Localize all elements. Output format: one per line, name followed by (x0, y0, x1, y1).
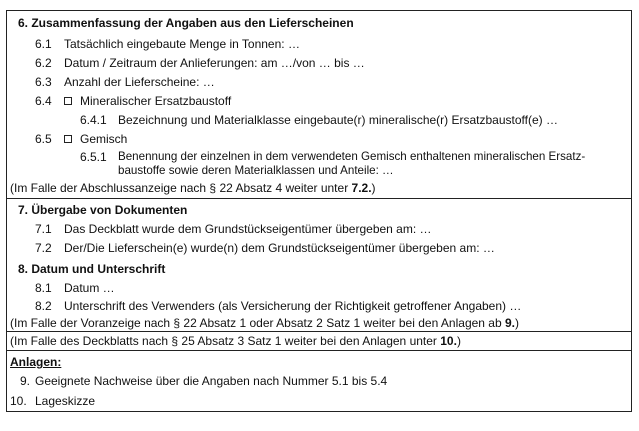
item-6-2-text: Datum / Zeitraum der Anlieferungen: am …/von … bis … (64, 56, 365, 70)
item-8-2-text: Unterschrift des Verwenders (als Versicherung der Richtigkeit getroffener Angaben) … (64, 299, 522, 313)
section-6-heading: 6. Zusammenfassung der Angaben aus den Lieferscheinen (18, 16, 354, 30)
deckblatt-note (10, 334, 461, 348)
item-7-2-text: Der/Die Lieferschein(e) wurde(n) dem Grundstückseigentümer übergeben am: … (64, 241, 495, 255)
anlage-10-number: 10. (10, 394, 27, 408)
section-8-heading: 8. Datum und Unterschrift (18, 262, 166, 276)
deckblatt-note-ref: 10. (440, 334, 457, 348)
item-6-4-1-number: 6.4.1 (80, 113, 107, 127)
item-6-4-1-text: Bezeichnung und Materialklasse eingebaute(r) mineralische(r) Ersatzbaustoff(e) … (118, 113, 558, 127)
section-8-note-ref: 9. (504, 316, 515, 330)
item-6-4-text: Mineralischer Ersatzbaustoff (80, 94, 232, 108)
item-6-5-1-text: Benennung der einzelnen in dem verwendeten Gemisch enthaltenen mineralischen Ersatz-baustoffe sowie deren Materialklassen und Anteile: … (118, 150, 586, 177)
gemisch-checkbox[interactable] (64, 135, 72, 143)
item-7-1-text: Das Deckblatt wurde dem Grundstückseigentümer übergeben am: … (64, 222, 432, 236)
section-8-note-text: (Im Falle der Voranzeige nach § 22 Absatz 1 oder Absatz 2 Satz 1 weiter bei den Anlagen ab (10, 316, 505, 330)
section-6-note (10, 181, 376, 195)
section-7-heading: 7. Übergabe von Dokumenten (18, 203, 188, 217)
deckblatt-note-close: ) (456, 334, 461, 348)
section-6-note-close: ) (371, 181, 376, 195)
anlagen-heading: Anlagen: (10, 355, 62, 369)
item-6-1-text: Tatsächlich eingebaute Menge in Tonnen: … (64, 37, 300, 51)
mineral-ersatzbaustoff-checkbox[interactable] (64, 97, 72, 105)
anlage-10-text: Lageskizze (35, 394, 96, 408)
deckblatt-note-text: (Im Falle des Deckblatts nach § 25 Absatz 3 Satz 1 weiter bei den Anlagen unter (10, 334, 441, 348)
item-6-3-number: 6.3 (35, 75, 52, 89)
item-8-1-number: 8.1 (35, 281, 52, 295)
item-6-5-text: Gemisch (80, 132, 128, 146)
item-6-2-number: 6.2 (35, 56, 52, 70)
section-6-note-text: (Im Falle der Abschlussanzeige nach § 22 Absatz 4 weiter unter (10, 181, 352, 195)
anlage-9-number: 9. (20, 374, 31, 388)
item-6-5-number: 6.5 (35, 132, 52, 146)
item-6-4-number: 6.4 (35, 94, 52, 108)
item-8-1-text: Datum … (64, 281, 115, 295)
item-7-2-number: 7.2 (35, 241, 52, 255)
section-6-note-ref: 7.2. (351, 181, 372, 195)
item-7-1-number: 7.1 (35, 222, 52, 236)
item-6-5-1-number: 6.5.1 (80, 150, 107, 164)
item-6-1-number: 6.1 (35, 37, 52, 51)
item-8-2-number: 8.2 (35, 299, 52, 313)
section-8-note-close: ) (515, 316, 519, 330)
anlage-9-text: Geeignete Nachweise über die Angaben nach Nummer 5.1 bis 5.4 (35, 374, 388, 388)
item-6-3-text: Anzahl der Lieferscheine: … (64, 75, 215, 89)
section-8-note (10, 316, 519, 330)
